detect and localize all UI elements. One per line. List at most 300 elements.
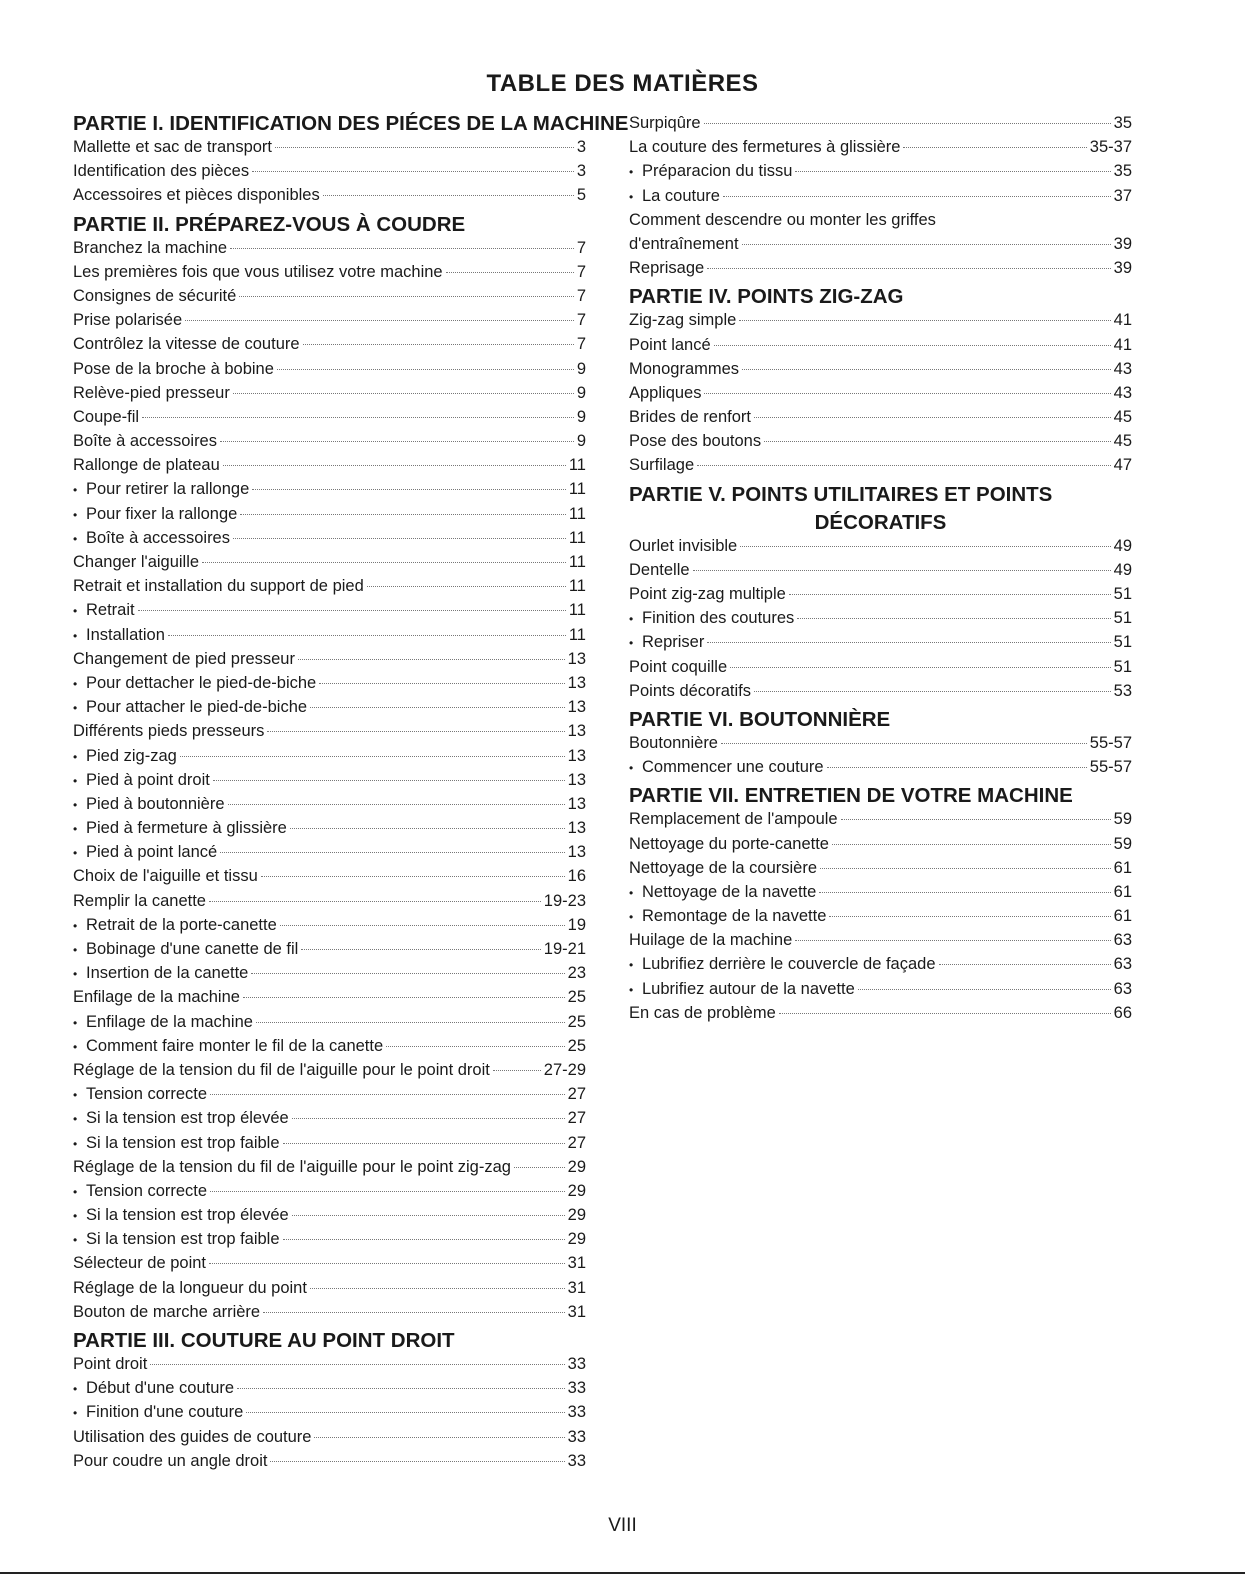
- toc-entry: [73, 135, 586, 159]
- dot-leader: [150, 1364, 564, 1365]
- toc-subentry: [629, 904, 1132, 928]
- toc-entry: [73, 647, 586, 671]
- dot-leader: [267, 731, 564, 732]
- toc-subentry: [73, 598, 586, 622]
- toc-entry-page: 29: [567, 1181, 586, 1200]
- toc-entry-label: • Lubrifiez autour de la navette: [629, 977, 855, 1002]
- toc-entry: [73, 429, 586, 453]
- toc-right-column: [629, 111, 1132, 1025]
- dot-leader: [246, 1412, 564, 1413]
- dot-leader: [283, 1239, 565, 1240]
- dot-leader: [367, 586, 566, 587]
- dot-leader: [939, 964, 1111, 965]
- toc-entry: [73, 159, 586, 183]
- toc-entry-label: • Si la tension est trop faible: [73, 1227, 280, 1252]
- dot-leader: [138, 610, 566, 611]
- toc-entry-label: Zig-zag simple: [629, 311, 737, 330]
- toc-entry: [73, 183, 586, 207]
- toc-subentry: [73, 913, 586, 937]
- toc-subentry: [73, 1034, 586, 1058]
- toc-entry: [629, 856, 1132, 880]
- toc-entry-label: • Pied à point lancé: [73, 840, 217, 865]
- part7-list: [629, 807, 1132, 1025]
- toc-subentry: [73, 937, 586, 961]
- toc-entry-label: Accessoires et pièces disponibles: [73, 186, 320, 205]
- toc-entry: [629, 357, 1132, 381]
- dot-leader: [252, 171, 574, 172]
- toc-entry-label: • Commencer une couture: [629, 755, 824, 780]
- toc-entry-page: 55-57: [1089, 758, 1132, 777]
- toc-entry-label: Brides de renfort: [629, 408, 751, 427]
- part-heading: PARTIE II. PRÉPAREZ-VOUS À COUDRE: [73, 212, 466, 236]
- toc-entry-page: 13: [567, 673, 586, 692]
- dot-leader: [386, 1046, 565, 1047]
- toc-entry-page: 11: [568, 553, 586, 571]
- toc-entry-page: 37: [1113, 186, 1132, 205]
- toc-entry-label: • Pied à boutonnière: [73, 792, 225, 817]
- part-heading: PARTIE VI. BOUTONNIÈRE: [629, 707, 891, 731]
- toc-entry-page: 45: [1113, 432, 1132, 451]
- toc-entry-label: • Tension correcte: [73, 1179, 207, 1204]
- toc-entry: [629, 928, 1132, 952]
- toc-entry: [629, 333, 1132, 357]
- toc-entry-page: 35-37: [1089, 138, 1132, 157]
- toc-entry-label: Changer l'aiguille: [73, 553, 200, 571]
- toc-entry-label: • Si la tension est trop élevée: [73, 1106, 289, 1131]
- dot-leader: [185, 320, 574, 321]
- toc-entry: [629, 558, 1132, 582]
- toc-entry-label: • Retrait de la porte-canette: [73, 913, 277, 938]
- toc-entry: [73, 236, 586, 260]
- toc-entry-page: 11: [568, 528, 586, 547]
- toc-entry: [73, 260, 586, 284]
- toc-entry: [73, 453, 586, 477]
- toc-entry-page: 63: [1113, 931, 1132, 950]
- dot-leader: [789, 594, 1111, 595]
- part3-continued-list: [629, 111, 1132, 280]
- toc-subentry: [73, 1227, 586, 1251]
- toc-entry-page: 7: [576, 286, 586, 305]
- toc-entry-page: 9: [576, 407, 586, 426]
- toc-entry-label: Consignes de sécurité: [73, 286, 237, 305]
- toc-entry-page: 9: [576, 432, 586, 451]
- toc-entry-label: • Lubrifiez derrière le couvercle de façade: [629, 952, 936, 977]
- toc-entry-page: 49: [1113, 560, 1132, 579]
- dot-leader: [730, 667, 1110, 668]
- dot-leader: [292, 1118, 565, 1119]
- toc-entry-label: • Nettoyage de la navette: [629, 880, 816, 905]
- toc-entry-page: 63: [1113, 955, 1132, 974]
- dot-leader: [292, 1215, 565, 1216]
- toc-subentry: [73, 840, 586, 864]
- toc-entry-label: En cas de problème: [629, 1003, 776, 1022]
- toc-entry: [73, 864, 586, 888]
- toc-entry-label: Comment descendre ou monter les griffes: [629, 210, 936, 229]
- toc-subentry: [73, 623, 586, 647]
- toc-subentry: [73, 1082, 586, 1106]
- dot-leader: [795, 940, 1110, 941]
- dot-leader: [301, 949, 540, 950]
- toc-entry-page: 35: [1113, 114, 1132, 132]
- toc-entry: [629, 308, 1132, 332]
- toc-entry-page: 47: [1113, 456, 1132, 475]
- toc-entry: [73, 405, 586, 429]
- toc-entry-page: 16: [567, 867, 586, 886]
- toc-entry-label: • Pied à fermeture à glissière: [73, 816, 287, 841]
- dot-leader: [280, 925, 565, 926]
- toc-entry-label: • Si la tension est trop élevée: [73, 1203, 289, 1228]
- toc-subentry: [73, 502, 586, 526]
- toc-entry-label: Point coquille: [629, 657, 728, 676]
- toc-subentry: [73, 1179, 586, 1203]
- toc-entry-page: 39: [1113, 234, 1132, 253]
- dot-leader: [220, 441, 574, 442]
- toc-entry-page: 7: [576, 335, 586, 354]
- toc-entry-page: 51: [1113, 609, 1132, 628]
- toc-entry: [73, 550, 586, 574]
- toc-entry-label: Utilisation des guides de couture: [73, 1427, 312, 1446]
- toc-entry-page: 27: [567, 1085, 586, 1104]
- dot-leader: [210, 1094, 565, 1095]
- toc-entry-page: 7: [576, 311, 586, 330]
- part1-list: [73, 135, 586, 208]
- toc-entry-page: 55-57: [1089, 733, 1132, 752]
- toc-entry-page: 25: [567, 988, 586, 1007]
- toc-entry-page: 63: [1113, 979, 1132, 998]
- dot-leader: [742, 244, 1111, 245]
- toc-entry-label: Points décoratifs: [629, 681, 751, 700]
- dot-leader: [714, 345, 1111, 346]
- toc-subentry: [629, 977, 1132, 1001]
- toc-entry-label: Point zig-zag multiple: [629, 585, 786, 603]
- dot-leader: [243, 997, 565, 998]
- dot-leader: [310, 1288, 565, 1289]
- toc-entry: [73, 381, 586, 405]
- toc-entry-label: • Pour attacher le pied-de-biche: [73, 695, 307, 720]
- toc-subentry: [73, 961, 586, 985]
- dot-leader: [797, 618, 1110, 619]
- toc-entry-label: • Comment faire monter le fil de la canette: [73, 1034, 383, 1059]
- toc-entry-page: 31: [567, 1278, 586, 1297]
- toc-entry: [73, 1352, 586, 1376]
- part-heading: PARTIE V. POINTS UTILITAIRES ET POINTS: [629, 482, 1053, 506]
- toc-entry-page: 61: [1113, 882, 1132, 901]
- toc-entry-label: Reprisage: [629, 259, 705, 278]
- dot-leader: [213, 780, 565, 781]
- toc-entry-page: 33: [567, 1427, 586, 1446]
- toc-entry-label: Pour coudre un angle droit: [73, 1451, 268, 1470]
- toc-entry-label: Coupe-fil: [73, 407, 140, 426]
- toc-entry: [629, 208, 1132, 232]
- toc-entry-label: • Si la tension est trop faible: [73, 1131, 280, 1156]
- dot-leader: [251, 973, 564, 974]
- toc-entry-page: 11: [568, 456, 586, 475]
- toc-entry: [73, 1058, 586, 1082]
- toc-entry: [73, 1425, 586, 1449]
- toc-entry-label: • Insertion de la canette: [73, 961, 248, 986]
- toc-entry: [629, 111, 1132, 135]
- toc-entry: [73, 1449, 586, 1473]
- toc-entry: [629, 1001, 1132, 1025]
- toc-entry-label: Pose de la broche à bobine: [73, 359, 274, 378]
- toc-entry-page: 5: [576, 186, 586, 205]
- part4-list: [629, 308, 1132, 477]
- toc-subentry: [73, 792, 586, 816]
- toc-entry-label: Choix de l'aiguille et tissu: [73, 867, 258, 886]
- toc-entry-label: Prise polarisée: [73, 311, 183, 330]
- toc-entry-label: • Tension correcte: [73, 1082, 207, 1107]
- toc-entry-page: 9: [576, 383, 586, 402]
- toc-entry-page: 7: [576, 238, 586, 257]
- dot-leader: [303, 344, 574, 345]
- toc-entry-label: Ourlet invisible: [629, 536, 738, 555]
- part5-list: [629, 534, 1132, 703]
- toc-entry-label: Mallette et sac de transport: [73, 138, 273, 156]
- part-heading: PARTIE IV. POINTS ZIG-ZAG: [629, 285, 904, 309]
- toc-entry-page: 33: [567, 1403, 586, 1422]
- dot-leader: [704, 123, 1111, 124]
- dot-leader: [230, 248, 574, 249]
- toc-entry-page: 25: [567, 1012, 586, 1031]
- dot-leader: [233, 538, 566, 539]
- toc-entry-label: • Boîte à accessoires: [73, 526, 230, 551]
- dot-leader: [323, 195, 574, 196]
- toc-entry: [629, 453, 1132, 477]
- toc-entry-label: • La couture: [629, 184, 720, 209]
- dot-leader: [310, 707, 565, 708]
- part-heading: PARTIE I. IDENTIFICATION DES PIÉCES DE LA MACHINE: [73, 112, 629, 135]
- toc-entry-page: 13: [567, 698, 586, 717]
- dot-leader: [827, 767, 1087, 768]
- toc-entry-label: • Pied à point droit: [73, 768, 210, 793]
- toc-entry-label: • Bobinage d'une canette de fil: [73, 937, 298, 962]
- toc-entry: [73, 1300, 586, 1324]
- toc-entry-page: 41: [1113, 335, 1132, 354]
- toc-entry-label: Les premières fois que vous utilisez votre machine: [73, 262, 443, 281]
- toc-entry-label: • Finition d'une couture: [73, 1400, 243, 1425]
- toc-entry-page: 29: [567, 1206, 586, 1225]
- dot-leader: [220, 852, 564, 853]
- toc-entry-label: Réglage de la tension du fil de l'aiguille pour le point zig-zag: [73, 1157, 511, 1176]
- dot-leader: [168, 635, 566, 636]
- toc-entry: [73, 719, 586, 743]
- toc-entry-page: 33: [567, 1379, 586, 1398]
- toc-entry: [629, 731, 1132, 755]
- dot-leader: [270, 1461, 564, 1462]
- page-title: TABLE DES MATIÈRES: [486, 70, 759, 97]
- dot-leader: [142, 417, 574, 418]
- toc-entry-page: 11: [568, 504, 586, 523]
- toc-entry-page: 13: [567, 819, 586, 838]
- part-heading: PARTIE VII. ENTRETIEN DE VOTRE MACHINE: [629, 784, 1073, 808]
- dot-leader: [697, 465, 1111, 466]
- dot-leader: [319, 683, 564, 684]
- toc-subentry: [629, 880, 1132, 904]
- dot-leader: [832, 844, 1111, 845]
- dot-leader: [228, 804, 565, 805]
- dot-leader: [820, 868, 1111, 869]
- dot-leader: [795, 171, 1110, 172]
- toc-entry-page: 13: [567, 770, 586, 789]
- dot-leader: [858, 989, 1111, 990]
- dot-leader: [209, 1263, 565, 1264]
- toc-entry-page: 19-23: [543, 891, 586, 910]
- toc-entry-label: Surfilage: [629, 456, 695, 475]
- toc-subentry: [73, 744, 586, 768]
- toc-entry: [73, 308, 586, 332]
- part2-list: [73, 236, 586, 1324]
- dot-leader: [754, 417, 1111, 418]
- dot-leader: [210, 1191, 565, 1192]
- dot-leader: [314, 1437, 564, 1438]
- toc-entry-page: 11: [568, 601, 586, 620]
- toc-entry-page: 53: [1113, 681, 1132, 700]
- dot-leader: [903, 147, 1086, 148]
- toc-entry-page: 59: [1113, 834, 1132, 853]
- toc-entry-page: 61: [1113, 858, 1132, 877]
- toc-entry: [73, 1155, 586, 1179]
- toc-subentry: [629, 630, 1132, 654]
- toc-left-column: [73, 111, 629, 1473]
- toc-subentry: [629, 606, 1132, 630]
- toc-subentry: [73, 1400, 586, 1424]
- toc-entry-label: Retrait et installation du support de pied: [73, 577, 364, 596]
- toc-entry: [629, 807, 1132, 831]
- toc-subentry: [73, 695, 586, 719]
- dot-leader: [275, 147, 574, 148]
- toc-entry-label: d'entraînement: [629, 234, 739, 253]
- toc-entry: [629, 381, 1132, 405]
- toc-entry-page: 45: [1113, 408, 1132, 427]
- toc-entry-label: Remplir la canette: [73, 891, 206, 910]
- toc-entry: [629, 429, 1132, 453]
- toc-entry-page: 3: [576, 162, 586, 181]
- toc-entry-label: Réglage de la longueur du point: [73, 1278, 307, 1297]
- dot-leader: [237, 1388, 565, 1389]
- toc-entry-label: Changement de pied presseur: [73, 649, 295, 668]
- toc-entry-label: Point droit: [73, 1355, 148, 1373]
- toc-entry-label: La couture des fermetures à glissière: [629, 138, 901, 157]
- toc-entry: [629, 534, 1132, 558]
- dot-leader: [739, 320, 1110, 321]
- toc-entry-label: • Pied zig-zag: [73, 744, 177, 769]
- dot-leader: [256, 1022, 565, 1023]
- toc-entry-page: 29: [567, 1230, 586, 1249]
- toc-entry-page: 11: [568, 577, 586, 596]
- toc-entry: [629, 832, 1132, 856]
- dot-leader: [277, 369, 574, 370]
- dot-leader: [721, 743, 1087, 744]
- toc-subentry: [73, 671, 586, 695]
- toc-entry-page: 27: [567, 1133, 586, 1152]
- dot-leader: [742, 369, 1111, 370]
- toc-subentry: [73, 477, 586, 501]
- toc-subentry: [629, 755, 1132, 779]
- toc-entry-label: Dentelle: [629, 560, 690, 579]
- toc-subentry: [629, 952, 1132, 976]
- toc-entry-label: • Repriser: [629, 630, 704, 655]
- toc-entry-page: 66: [1113, 1003, 1132, 1022]
- dot-leader: [707, 642, 1110, 643]
- part6-list: [629, 731, 1132, 779]
- toc-entry-label: • Retrait: [73, 598, 135, 623]
- toc-entry-page: 31: [567, 1254, 586, 1273]
- toc-entry-label: • Pour retirer la rallonge: [73, 477, 249, 502]
- toc-entry-page: 27: [567, 1109, 586, 1128]
- dot-leader: [693, 570, 1111, 571]
- dot-leader: [290, 828, 565, 829]
- toc-entry-page: 41: [1113, 311, 1132, 330]
- toc-subentry: [629, 184, 1132, 208]
- page-number: VIII: [608, 1515, 637, 1536]
- toc-entry: [629, 405, 1132, 429]
- toc-entry: [73, 1276, 586, 1300]
- toc-entry-page: 61: [1113, 907, 1132, 926]
- toc-entry-label: Nettoyage de la coursière: [629, 858, 818, 877]
- toc-entry-label: Rallonge de plateau: [73, 456, 220, 475]
- dot-leader: [180, 756, 565, 757]
- toc-entry-label: Appliques: [629, 383, 702, 402]
- toc-entry-page: 51: [1113, 657, 1132, 676]
- toc-entry-page: 43: [1113, 359, 1132, 378]
- toc-subentry: [73, 816, 586, 840]
- toc-subentry: [73, 1131, 586, 1155]
- toc-entry: [629, 655, 1132, 679]
- toc-entry-label: Boîte à accessoires: [73, 432, 217, 451]
- toc-entry: [73, 332, 586, 356]
- toc-entry-page: 7: [576, 262, 586, 281]
- toc-entry-label: • Enfilage de la machine: [73, 1010, 253, 1035]
- toc-entry-label: Différents pieds presseurs: [73, 722, 265, 741]
- toc-entry-page: 49: [1113, 536, 1132, 555]
- dot-leader: [723, 196, 1111, 197]
- toc-entry-label: Surpiqûre: [629, 114, 701, 132]
- toc-entry-label: Boutonnière: [629, 733, 718, 752]
- toc-entry-page: 59: [1113, 810, 1132, 829]
- toc-subentry: [73, 526, 586, 550]
- toc-entry-page: 33: [567, 1451, 586, 1470]
- dot-leader: [779, 1013, 1111, 1014]
- dot-leader: [240, 514, 566, 515]
- dot-leader: [252, 489, 566, 490]
- dot-leader: [841, 819, 1111, 820]
- toc-entry-page: 51: [1113, 585, 1132, 603]
- toc-entry-page: 13: [567, 649, 586, 668]
- toc-entry-page: 13: [567, 843, 586, 862]
- toc-subentry: [73, 1106, 586, 1130]
- toc-entry-label: Branchez la machine: [73, 238, 228, 257]
- toc-entry: [629, 135, 1132, 159]
- dot-leader: [704, 393, 1110, 394]
- part-heading-continued: DÉCORATIFS: [814, 510, 947, 534]
- toc-entry-label: • Finition des coutures: [629, 606, 794, 631]
- toc-entry-page: 27-29: [543, 1060, 586, 1079]
- toc-entry-page: 11: [568, 625, 586, 644]
- toc-entry-page: 29: [567, 1157, 586, 1176]
- dot-leader: [514, 1167, 565, 1168]
- toc-entry-page: 51: [1113, 633, 1132, 652]
- dot-leader: [283, 1143, 565, 1144]
- toc-entry-label: Remplacement de l'ampoule: [629, 810, 838, 829]
- toc-entry: [73, 284, 586, 308]
- toc-entry-page: 13: [567, 794, 586, 813]
- toc-entry: [73, 357, 586, 381]
- part3-list: [73, 1352, 586, 1473]
- dot-leader: [829, 916, 1110, 917]
- toc-entry-page: 13: [567, 746, 586, 765]
- toc-entry-label: • Pour dettacher le pied-de-biche: [73, 671, 316, 696]
- toc-entry-label: Réglage de la tension du fil de l'aiguille pour le point droit: [73, 1060, 490, 1079]
